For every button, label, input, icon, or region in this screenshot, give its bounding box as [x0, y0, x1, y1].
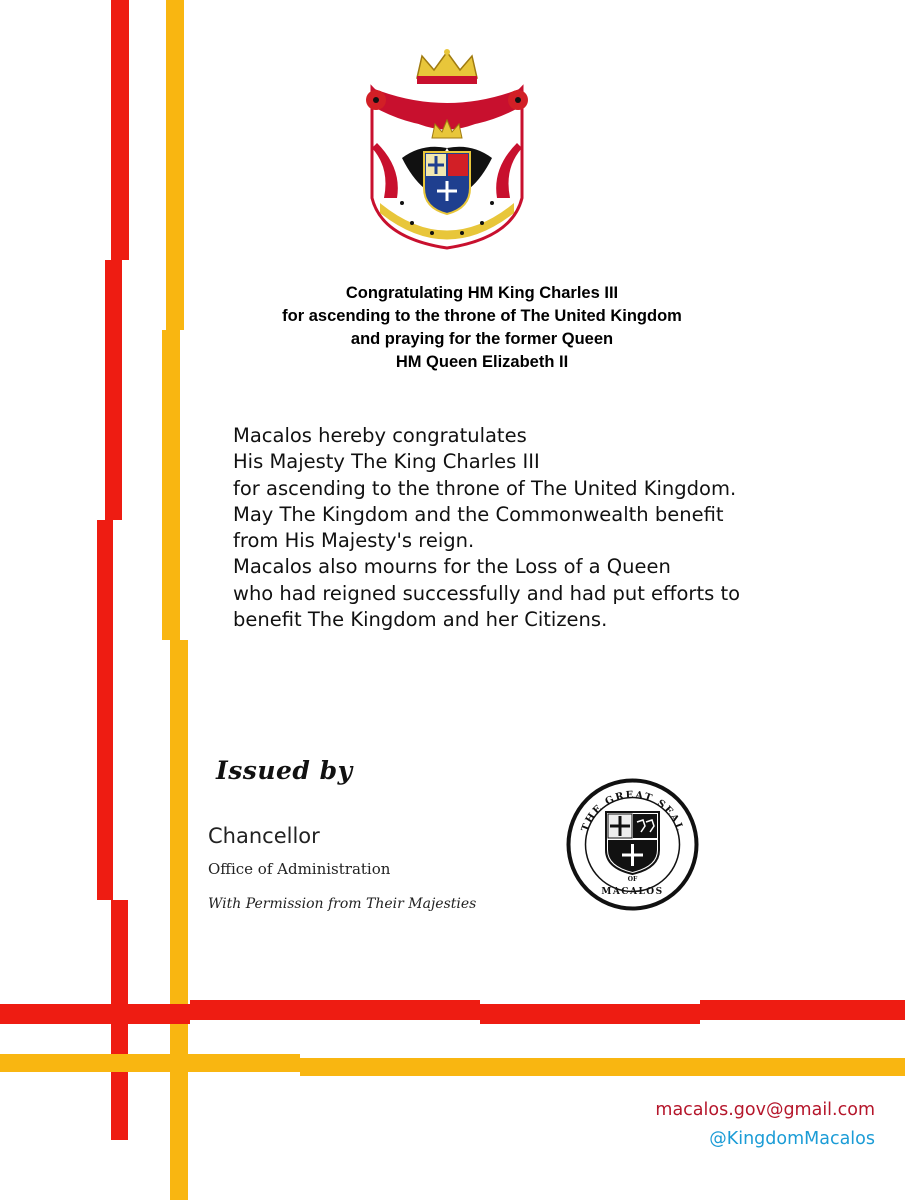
proclamation-body [233, 423, 873, 633]
body-line: Macalos hereby congratulates [233, 424, 527, 447]
red-horizontal-stripe [0, 1000, 905, 1024]
body-line: May The Kingdom and the Commonwealth benefit [233, 502, 724, 526]
red-vertical-stripe [97, 0, 129, 1140]
document-heading [150, 282, 814, 374]
heading-line: HM Queen Elizabeth II [395, 353, 569, 371]
issuer-title: Chancellor [208, 824, 320, 848]
seal-bottom-text: MACALOS [601, 887, 664, 897]
issued-by-label: Issued by [216, 756, 353, 785]
issuer-office: Office of Administration [208, 860, 391, 878]
heading-line: for ascending to the throne of The United Kingdom [282, 307, 682, 325]
body-line: Macalos also mourns for the Loss of a Queen [233, 555, 671, 579]
social-handle: @KingdomMacalos [709, 1129, 875, 1149]
great-seal-icon [566, 778, 699, 911]
body-line: who had reigned successfully and had put efforts to [233, 581, 741, 605]
heading-line: Congratulating HM King Charles III [345, 284, 619, 302]
body-line: His Majesty The King Charles III [233, 450, 540, 474]
heading-line: and praying for the former Queen [350, 330, 614, 348]
body-line: from His Majesty's reign. [233, 529, 475, 553]
issuer-permission: With Permission from Their Majesties [208, 896, 477, 912]
yellow-horizontal-stripe [0, 1054, 905, 1076]
contact-email: macalos.gov@gmail.com [655, 1100, 875, 1120]
body-line: for ascending to the throne of The United Kingdom. [233, 476, 737, 500]
body-line: benefit The Kingdom and her Citizens. [233, 608, 608, 632]
seal-of-text: OF [627, 876, 638, 883]
seal-top-text: THE GREAT SEAL [579, 789, 686, 834]
coat-of-arms-icon [362, 48, 532, 260]
